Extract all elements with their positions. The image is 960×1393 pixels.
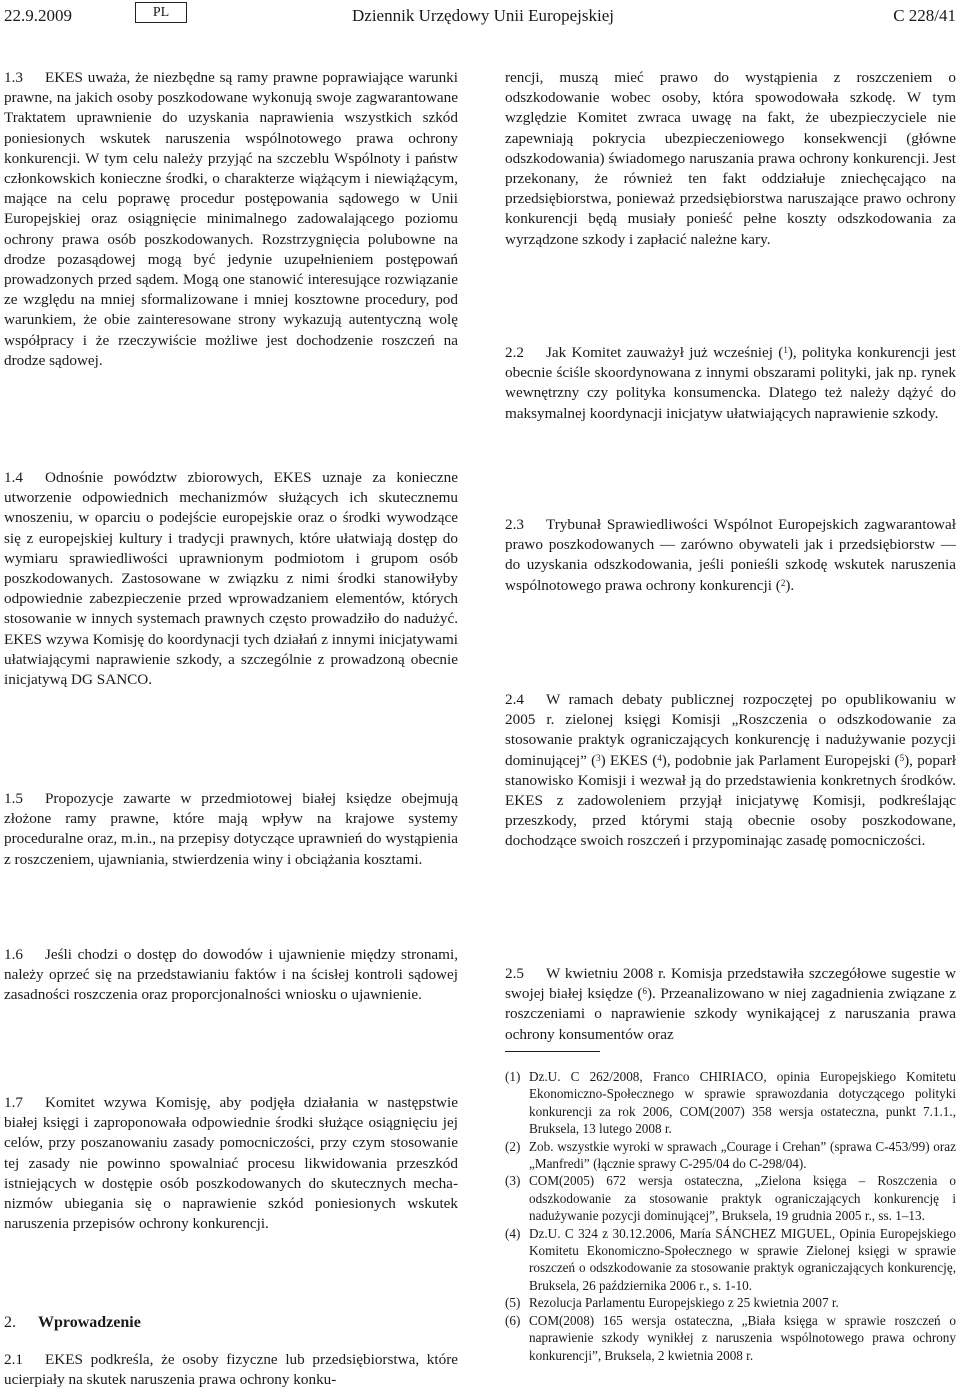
- page-header: [0, 0, 960, 40]
- paragraph-text: ). Przeanalizowano w niej zagadnienia związane z roszczeniami o naprawienie szkody wynikającej z naruszania prawa ochrony konsumentów oraz: [505, 985, 957, 1043]
- paragraph-number: 2.5: [505, 965, 524, 982]
- footnote: [505, 1138, 956, 1173]
- footnote-ref[interactable]: 1: [783, 345, 788, 355]
- paragraph-text: Komitet wzywa Komisję, aby podjęła działania w następstwie białej księgi i zaproponowała odpowiednie środki służące osiągnięciu jej celów, przy poszanowaniu zasady pomocniczości, przy czym stosowanie tej zasady nie powinno spowalniać procesu likwidowania przeszkód istniejących w dostępie osób poszkodowanych do skutecznych mechanizmów ubiegania się o naprawienie szkód poniesionych wskutek naruszenia przepisów ochrony konkurencji.: [4, 1094, 458, 1233]
- paragraph-1-6: [4, 945, 458, 1006]
- footnote-mark: (4): [505, 1225, 521, 1241]
- paragraph-1-5: [4, 789, 458, 870]
- footnote: [505, 1172, 956, 1224]
- footnote-ref[interactable]: 2: [780, 577, 786, 588]
- paragraph-text: EKES uważa, że niezbędne są ramy prawne poprawiające warunki prawne, na jakich osoby poszkodowane wykonują swoje zagwarantowane Traktatem uprawnienie do uzyskania naprawienia wszystkich szkód poniesionych wskutek naruszenia wspólnotowego prawa ochrony konkurencji. W tym celu należy przyjąć na szczeblu Wspólnoty i państw członkowskich konieczne środki, o charakterze wiążącym i niewiążącym, mające na celu poprawę procedur postępowania sądowego w Unii Europejskiej oraz osiągnięcie minimalnego zadowalającego poziomu ochrony prawa osób poszkodowanych. Rozstrzygnięcia polubowne na drodze pozasądowej mogą być jedynie uzupełnieniem postępowań prowadzonych przed sądem. Mogą one stanowić interesujące rozwiązanie ze względu na mniej sformalizowane i mniej kosztowne procedury, pod warunkiem, że obie zainteresowane strony wykazują autentyczną wolę współpracy i że rzeczywiście możliwe jest dochodzenie roszczeń na drodze sądowej.: [4, 69, 458, 369]
- paragraph-text: rencji, muszą mieć prawo do wystąpienia z roszczeniem o odszkodowanie wobec osoby, która spowodowała szkodę. W tym względzie Komitet zwraca uwagę na fakt, że ubezpieczyciele nie zapewniają pokrycia ubezpieczeniowego konsekwencji (główne odszkodowania) świadomego naruszania prawa ochrony konkurencji. Jest przekonany, że również ten fakt oddziałuje zniechęcająco na przedsiębiorstwa, ponieważ przedsiębiorstwa naruszające prawo ochrony konkurencji będą musiały ponieść pełne koszty odszkodowania za wyrządzone szkody i zapłacić należne kary.: [505, 69, 956, 248]
- paragraph-number: 2.4: [505, 691, 524, 708]
- footnote-mark: (6): [505, 1312, 521, 1328]
- footnote-mark: (3): [505, 1173, 521, 1189]
- paragraph-text: EKES podkreśla, że osoby fizyczne lub przedsiębiorstwa, które ucierpiały na skutek naruszenia prawa ochrony konku-: [4, 1351, 458, 1389]
- paragraph-text: Jak Komitet zauważył już wcześniej (: [545, 344, 784, 361]
- paragraph-text: W ramach debaty publicznej rozpoczętej po opublikowaniu w 2005 r. zielonej księgi Komisji „Roszczenia o odszkodowanie za stosowanie praktyk ograniczających konkurencję i nadużywanie pozycji dominującej” (: [505, 691, 956, 769]
- paragraph-number: 2.3: [505, 516, 524, 533]
- paragraph-text: ), poparł stanowisko Komisji i wezwał ją do przedstawienia konkretnych środków. EKES z zadowoleniem przyjął inicjatywę Komisji, podkreślając przeszkody, przed którymi stają obecnie osoby poszkodowane, dochodzące swoich roszczeń i przypominając zasadę pomocniczości.: [505, 751, 956, 850]
- footnote: [505, 1068, 956, 1138]
- paragraph-text: ), podobnie jak Parlament Europejski (: [661, 751, 900, 769]
- footnote-text: Dz.U. C 262/2008, Franco CHIRIACO, opinia Europejskiego Komitetu Ekonomiczno-Społecznego w sprawie sprawozdania dotyczącego polityki konkurencji za rok 2006, COM(2007) 358 wersja ostateczna, punkt 7.1.1., Bruksela, 13 lutego 2008 r.: [529, 1069, 956, 1137]
- footnote: [505, 1312, 956, 1364]
- footnote-ref[interactable]: 3: [596, 752, 601, 763]
- paragraph-2-3: [505, 515, 956, 596]
- paragraph-number: 1.4: [4, 469, 23, 486]
- paragraph-2-4: [505, 690, 956, 852]
- footnote-ref[interactable]: 5: [899, 752, 905, 763]
- footnotes: [505, 1068, 956, 1364]
- paragraph-1-4: [4, 468, 458, 690]
- paragraph-text: W kwietniu 2008 r. Komisja przedstawiła szczegółowe sugestie w swojej białej księdze (: [505, 965, 956, 1003]
- paragraph-text: ).: [785, 576, 795, 594]
- paragraph-text: Trybunał Sprawiedliwości Wspólnot Europejskich zagwarantował prawo poszkodowanych — zarówno obywateli jak i przedsiębiorstw — do uzyskania odszkodowania, jeśli ponieśli szkodę wskutek naruszenia wspólnotowego prawa ochrony konkurencji (: [505, 516, 956, 594]
- footnote: [505, 1225, 956, 1295]
- paragraph-text: Odnośnie powództw zbiorowych, EKES uznaje za konieczne utworzenie odpowiednich mechanizmów służących ich skutecznemu wnoszeniu, w oparciu o podejście europejskie oraz o środki wywodzące się z europejskiej kultury i tradycji prawnych, które ułatwiają dostęp do wymiaru sprawiedliwości uprawnionym podmiotom i grupom osób poszkodowanych. Zastosowane w związku z nimi środki stanowiłyby odpowiednie zabezpieczenie przed wprowadzaniem elementów, których stosowanie w innych systemach prawnych często prowadziło do nadużyć. EKES wzywa Komisję do koordynacji tych działań z innymi inicjatywami ułatwiającymi naprawienie szkody, a szczególnie z prowadzoną obecnie inicjatywą DG SANCO.: [4, 469, 458, 689]
- journal-title: Dziennik Urzędowy Unii Europejskiej: [352, 6, 615, 25]
- section-title: Wprowadzenie: [38, 1314, 141, 1331]
- paragraph-number: 1.3: [4, 69, 23, 86]
- paragraph-2-5: [505, 964, 956, 1045]
- footnote-text: Dz.U. C 324 z 30.12.2006, María SÁNCHEZ MIGUEL, Opinia Europejskiego Komitetu Ekonomiczno-Społecznego w sprawie Zielonej księgi w sprawie roszczeń o odszkodowanie za stosowanie praktyk ograniczających konkurencję, Bruksela, 26 października 2006 r., s. 1-10.: [529, 1225, 956, 1293]
- paragraph-1-3: [4, 68, 458, 371]
- footnote-divider: [505, 1051, 600, 1052]
- footnote-text: Zob. wszystkie wyroki w sprawach „Courage i Crehan” (sprawa C-453/99) oraz „Manfredi” (łącznie sprawy C-295/04 do C-298/04).: [529, 1138, 956, 1172]
- paragraph-2-1-continued: [505, 68, 956, 250]
- footnote-mark: (2): [505, 1138, 521, 1154]
- paragraph-text: Propozycje zawarte w przedmiotowej białej księdze obejmują złożone ramy prawne, które mają wpływ na krajowe systemy proceduralne oraz, m.in., na przepisy dotyczące uprawnień do wystąpienia z roszczeniem, ujawniania, stwierdzenia winy i obciążania kosztami.: [4, 790, 458, 868]
- paragraph-text: ), polityka konkurencji jest obecnie ściśle skoordynowana z innymi obszarami polityki, jak np. rynek wewnętrzny czy polityka konsumencka. Dlatego też należy dążyć do maksymalnej koordynacji inicjatyw ułatwiających naprawienie szkody.: [505, 344, 956, 422]
- footnote-text: COM(2005) 672 wersja ostateczna, „Zielona księga – Roszczenia o odszkodowanie za stosowanie praktyk ograniczających konkurencję i nadużywanie pozycji dominującej”, Bruksela, 19 grudnia 2005 r., ss. 1–13.: [529, 1173, 956, 1224]
- footnote-mark: (1): [505, 1069, 521, 1084]
- paragraph-number: 2.2: [505, 344, 524, 361]
- header-date: 22.9.2009: [4, 6, 72, 25]
- page-reference: C 228/41: [893, 6, 956, 25]
- footnote-ref[interactable]: 6: [642, 986, 647, 997]
- section-heading: [4, 1313, 141, 1333]
- footnote-ref[interactable]: 4: [657, 752, 662, 763]
- paragraph-2-2: [505, 343, 956, 424]
- paragraph-text: ) EKES (: [600, 751, 658, 769]
- paragraph-number: 1.7: [4, 1094, 23, 1111]
- footnote-mark: (5): [505, 1295, 521, 1311]
- paragraph-number: 1.6: [4, 946, 23, 963]
- paragraph-number: 1.5: [4, 790, 23, 807]
- paragraph-text: Jeśli chodzi o dostęp do dowodów i ujawnienie między stronami, należy oprzeć się na przedstawianiu faktów i na ścisłej kontroli sądowej zasadności roszczenia oraz proporcjonalności wniosku o ujawnienie.: [4, 946, 458, 1004]
- language-badge: PL: [135, 2, 187, 23]
- footnote-text: Rezolucja Parlamentu Europejskiego z 25 kwietnia 2007 r.: [529, 1295, 839, 1311]
- footnote: [505, 1294, 956, 1311]
- footnote-text: COM(2008) 165 wersja ostateczna, „Biała księga w sprawie roszczeń o naprawienie szkody wynikłej z naruszenia wspólnotowego prawa ochrony konkurencji”, Bruksela, 2 kwietnia 2008 r.: [529, 1312, 956, 1363]
- paragraph-2-1: [4, 1350, 458, 1390]
- paragraph-number: 2.1: [4, 1351, 23, 1368]
- section-number: 2.: [4, 1314, 16, 1331]
- paragraph-1-7: [4, 1093, 458, 1234]
